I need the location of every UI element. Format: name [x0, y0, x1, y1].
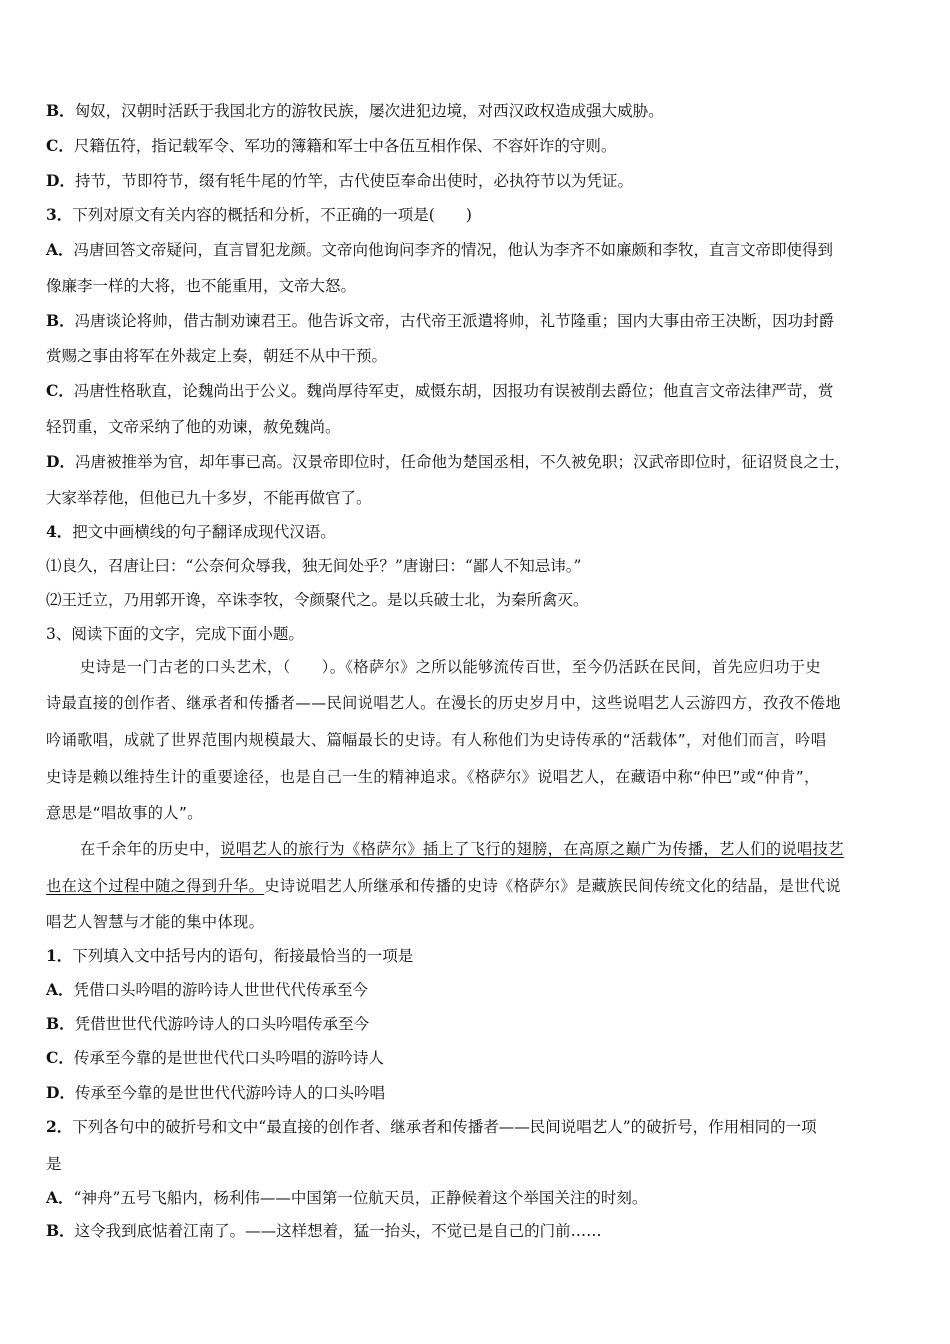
passage-text: 意思是“唱故事的人”。	[46, 804, 203, 822]
option-text: 传承至今靠的是世世代代口头吟唱的游吟诗人	[73, 1049, 384, 1067]
underlined-sentence: 也在这个过程中随之得到升华。	[46, 877, 265, 895]
option-text: 传承至今靠的是世世代代游吟诗人的口头吟唱	[74, 1084, 385, 1102]
passage-line	[80, 839, 904, 859]
passage-line	[46, 912, 904, 932]
option-label: B．	[46, 311, 75, 330]
option-line	[46, 1014, 904, 1034]
option-text: 像廉李一样的大将，也不能重用，文帝大怒。	[46, 277, 357, 295]
option-label: D．	[46, 1083, 75, 1102]
question-number: 4．	[46, 522, 73, 541]
passage-text: 诗最直接的创作者、继承者和传播者——民间说唱艺人。在漫长的历史岁月中，这些说唱艺人云游四方，孜孜不倦地	[46, 694, 841, 712]
option-text: 冯唐谈论将帅，借古制劝谏君王。他告诉文帝，古代帝王派遣将帅，礼节隆重；国内大事由帝王决断，因功封爵	[74, 312, 835, 330]
option-line-continued	[46, 276, 904, 296]
option-line	[46, 1048, 904, 1068]
sentence-line	[46, 556, 904, 576]
option-label: A．	[46, 980, 74, 999]
sentence-text: ⑴良久，召唐让曰：“公奈何众辱我，独无间处乎？”唐谢曰：“鄙人不知忌讳。”	[46, 557, 582, 575]
question-number: 2．	[46, 1117, 73, 1136]
option-line	[46, 1221, 904, 1241]
option-text: 凭借口头吟唱的游吟诗人世世代代传承至今	[73, 981, 369, 999]
question-line	[46, 946, 904, 966]
option-text: 冯唐回答文帝疑问，直言冒犯龙颜。文帝向他询问李齐的情况，他认为李齐不如廉颇和李牧，直言文帝即使得到	[73, 241, 834, 259]
option-text: 赏赐之事由将军在外裁定上奏，朝廷不从中干预。	[46, 347, 388, 365]
option-line	[46, 1083, 904, 1103]
option-text: 冯唐性格耿直，论魏尚出于公义。魏尚厚待军吏，威慑东胡，因报功有误被削去爵位；他直言文帝法律严苛，赏	[73, 382, 834, 400]
option-line	[46, 240, 904, 260]
question-text: 是	[46, 1155, 62, 1173]
sentence-line	[46, 590, 904, 610]
question-text: 把文中画横线的句子翻译成现代汉语。	[72, 523, 336, 541]
option-line	[46, 171, 904, 191]
question-line	[46, 522, 904, 542]
option-text: “神舟”五号飞船内，杨利伟——中国第一位航天员，正静候着这个举国关注的时刻。	[73, 1189, 648, 1207]
option-text: 持节，节即符节，缀有牦牛尾的竹竿，古代使臣奉命出使时，必执符节以为凭证。	[74, 172, 633, 190]
option-label: B．	[46, 1221, 75, 1240]
option-line	[46, 1188, 904, 1208]
option-label: C．	[46, 1048, 74, 1067]
question-line	[46, 1117, 904, 1137]
passage-text: 唱艺人智慧与才能的集中体现。	[46, 913, 265, 931]
question-text: 下列填入文中括号内的语句，衔接最恰当的一项是	[72, 947, 414, 965]
option-line-continued	[46, 488, 904, 508]
option-label: A．	[46, 240, 74, 259]
passage-text: 史诗说唱艺人所继承和传播的史诗《格萨尔》是藏族民间传统文化的结晶，是世代说	[264, 877, 841, 895]
passage-text: 在千余年的历史中，	[80, 840, 221, 858]
option-text: 大家举荐他，但他已九十多岁，不能再做官了。	[46, 489, 372, 507]
question-number: 3．	[46, 205, 73, 224]
option-label: C．	[46, 136, 74, 155]
passage-line	[46, 693, 904, 713]
passage-line	[46, 876, 904, 896]
option-text: 凭借世世代代游吟诗人的口头吟唱传承至今	[74, 1015, 370, 1033]
question-line	[46, 205, 904, 225]
passage-text: 吟诵歌唱，成就了世界范围内规模最大、篇幅最长的史诗。有人称他们为史诗传承的“活载体”，对他们而言，吟唱	[46, 731, 827, 749]
passage-line	[46, 730, 904, 750]
option-line	[46, 101, 904, 121]
passage-line	[46, 767, 904, 787]
passage-line	[46, 803, 904, 823]
option-text: 匈奴，汉朝时活跃于我国北方的游牧民族，屡次进犯边境，对西汉政权造成强大威胁。	[74, 102, 664, 120]
section-heading-text: 3、阅读下面的文字，完成下面小题。	[46, 625, 304, 643]
underlined-sentence: 说唱艺人的旅行为《格萨尔》插上了飞行的翅膀，在高原之巅广为传播，艺人们的说唱技艺	[220, 840, 844, 858]
option-line	[46, 136, 904, 156]
option-line	[46, 980, 904, 1000]
option-line	[46, 311, 904, 331]
question-number: 1．	[46, 946, 73, 965]
passage-line	[80, 657, 904, 677]
passage-text: 史诗是赖以维持生计的重要途径，也是自己一生的精神追求。《格萨尔》说唱艺人，在藏语中称“仲巴”或“仲肯”，	[46, 768, 820, 786]
option-line-continued	[46, 346, 904, 366]
option-label: B．	[46, 101, 75, 120]
option-line	[46, 452, 904, 472]
option-label: B．	[46, 1014, 75, 1033]
option-line-continued	[46, 417, 904, 437]
question-text: 下列各句中的破折号和文中“最直接的创作者、继承者和传播者——民间说唱艺人”的破折号，作用相同的一项	[72, 1118, 817, 1136]
option-text: 冯唐被推举为官，却年事已高。汉景帝即位时，任命他为楚国丞相，不久被免职；汉武帝即位时，征诏贤良之士，	[74, 453, 850, 471]
option-text: 这令我到底惦着江南了。——这样想着，猛一抬头，不觉已是自己的门前……	[74, 1222, 602, 1240]
option-label: D．	[46, 452, 75, 471]
section-heading	[46, 624, 904, 644]
option-label: A．	[46, 1188, 74, 1207]
question-line-continued	[46, 1154, 904, 1174]
option-label: D．	[46, 171, 75, 190]
option-line	[46, 381, 904, 401]
option-label: C．	[46, 381, 74, 400]
option-text: 尺籍伍符，指记载军令、军功的簿籍和军士中各伍互相作保、不容奸诈的守则。	[73, 137, 617, 155]
question-text: 下列对原文有关内容的概括和分析，不正确的一项是( )	[72, 206, 472, 224]
sentence-text: ⑵王迁立，乃用郭开谗，卒诛李牧，令颜聚代之。是以兵破士北，为秦所禽灭。	[46, 591, 589, 609]
option-text: 轻罚重，文帝采纳了他的劝谏，赦免魏尚。	[46, 418, 341, 436]
passage-text: 史诗是一门古老的口头艺术，（ ）。《格萨尔》之所以能够流传百世，至今仍活跃在民间，首先应归功于史	[80, 658, 821, 676]
